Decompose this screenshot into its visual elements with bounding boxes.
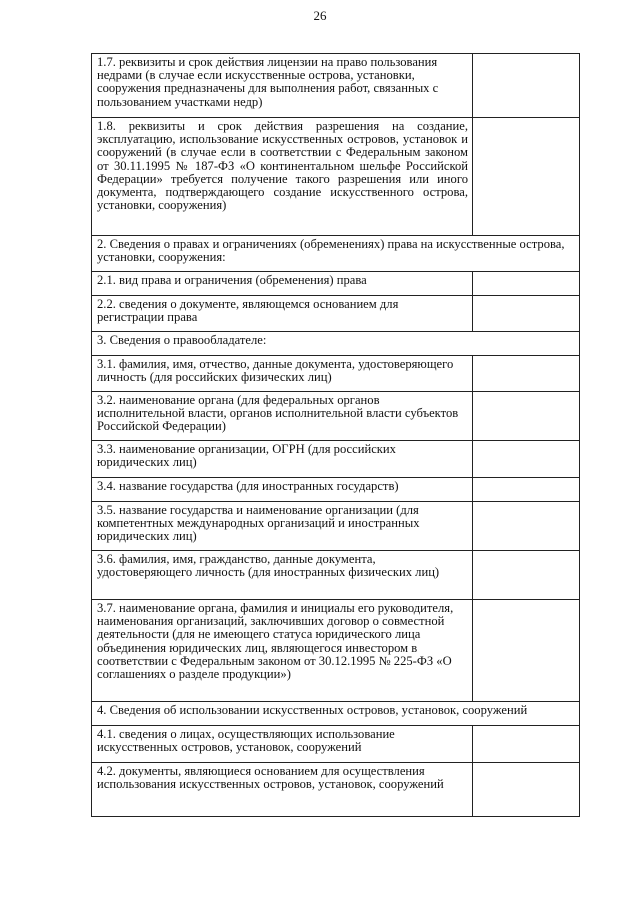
row-value-2-2 bbox=[473, 296, 580, 332]
table-row bbox=[92, 600, 580, 702]
row-value-3-5 bbox=[473, 502, 580, 551]
table-row bbox=[92, 763, 580, 817]
section-row bbox=[92, 702, 580, 726]
form-table bbox=[91, 53, 580, 817]
row-label-3-1: 3.1. фамилия, имя, отчество, данные документа, удостоверяющего личность (для российских физических лиц) bbox=[92, 356, 473, 392]
row-value-3-2 bbox=[473, 392, 580, 441]
table-row bbox=[92, 502, 580, 551]
row-label-1-7: 1.7. реквизиты и срок действия лицензии на право пользования недрами (в случае если искусственные острова, установки, сооружения предназначены для выполнения работ, связанных с пользованием участками недр) bbox=[92, 54, 473, 118]
row-value-1-8 bbox=[473, 118, 580, 236]
section-heading-4: 4. Сведения об использовании искусственных островов, установок, сооружений bbox=[92, 702, 580, 726]
table-row bbox=[92, 272, 580, 296]
table-row bbox=[92, 478, 580, 502]
table-row bbox=[92, 726, 580, 763]
section-heading-3: 3. Сведения о правообладателе: bbox=[92, 332, 580, 356]
row-label-3-7: 3.7. наименование органа, фамилия и инициалы его руководителя, наименования организаций, заключивших договор о совместной деятельности (для не имеющего статуса юридического лица объединения юридических лиц, являющегося инвестором в соответствии с Федеральным законом от 30.12.1995 № 225-ФЗ «О соглашениях о разделе продукции») bbox=[92, 600, 473, 702]
row-label-3-5: 3.5. название государства и наименование организации (для компетентных международных организаций и иностранных юридических лиц) bbox=[92, 502, 473, 551]
row-value-3-6 bbox=[473, 551, 580, 600]
section-heading-2: 2. Сведения о правах и ограничениях (обременениях) права на искусственные острова, установки, сооружения: bbox=[92, 236, 580, 272]
table-row bbox=[92, 118, 580, 236]
row-label-3-6: 3.6. фамилия, имя, гражданство, данные документа, удостоверяющего личность (для иностранных физических лиц) bbox=[92, 551, 473, 600]
section-row bbox=[92, 236, 580, 272]
row-label-3-2: 3.2. наименование органа (для федеральных органов исполнительной власти, органов исполнительной власти субъектов Российской Федерации) bbox=[92, 392, 473, 441]
page-number: 26 bbox=[313, 8, 327, 23]
row-label-2-2: 2.2. сведения о документе, являющемся основанием для регистрации права bbox=[92, 296, 473, 332]
table-row bbox=[92, 296, 580, 332]
row-value-3-3 bbox=[473, 441, 580, 478]
row-label-4-1: 4.1. сведения о лицах, осуществляющих использование искусственных островов, установок, сооружений bbox=[92, 726, 473, 763]
table-row bbox=[92, 551, 580, 600]
row-value-3-1 bbox=[473, 356, 580, 392]
table-row bbox=[92, 54, 580, 118]
row-value-3-4 bbox=[473, 478, 580, 502]
row-value-4-1 bbox=[473, 726, 580, 763]
row-value-3-7 bbox=[473, 600, 580, 702]
row-label-3-3: 3.3. наименование организации, ОГРН (для российских юридических лиц) bbox=[92, 441, 473, 478]
table-row bbox=[92, 392, 580, 441]
row-value-2-1 bbox=[473, 272, 580, 296]
row-label-2-1: 2.1. вид права и ограничения (обременения) права bbox=[92, 272, 473, 296]
row-label-4-2: 4.2. документы, являющиеся основанием для осуществления использования искусственных островов, установок, сооружений bbox=[92, 763, 473, 817]
row-label-1-8: 1.8. реквизиты и срок действия разрешения на создание, эксплуатацию, использование искусственных островов, установок и сооружений (в случае если в соответствии с Федеральным законом от 30.11.1995 № 187-ФЗ «О континентальном шельфе Российской Федерации» требуется получение такого разрешения или иного документа, подтверждающего создание искусственного острова, установки, сооружения) bbox=[92, 118, 473, 236]
table-row bbox=[92, 441, 580, 478]
row-value-1-7 bbox=[473, 54, 580, 118]
section-row bbox=[92, 332, 580, 356]
table-row bbox=[92, 356, 580, 392]
row-value-4-2 bbox=[473, 763, 580, 817]
row-label-3-4: 3.4. название государства (для иностранных государств) bbox=[92, 478, 473, 502]
